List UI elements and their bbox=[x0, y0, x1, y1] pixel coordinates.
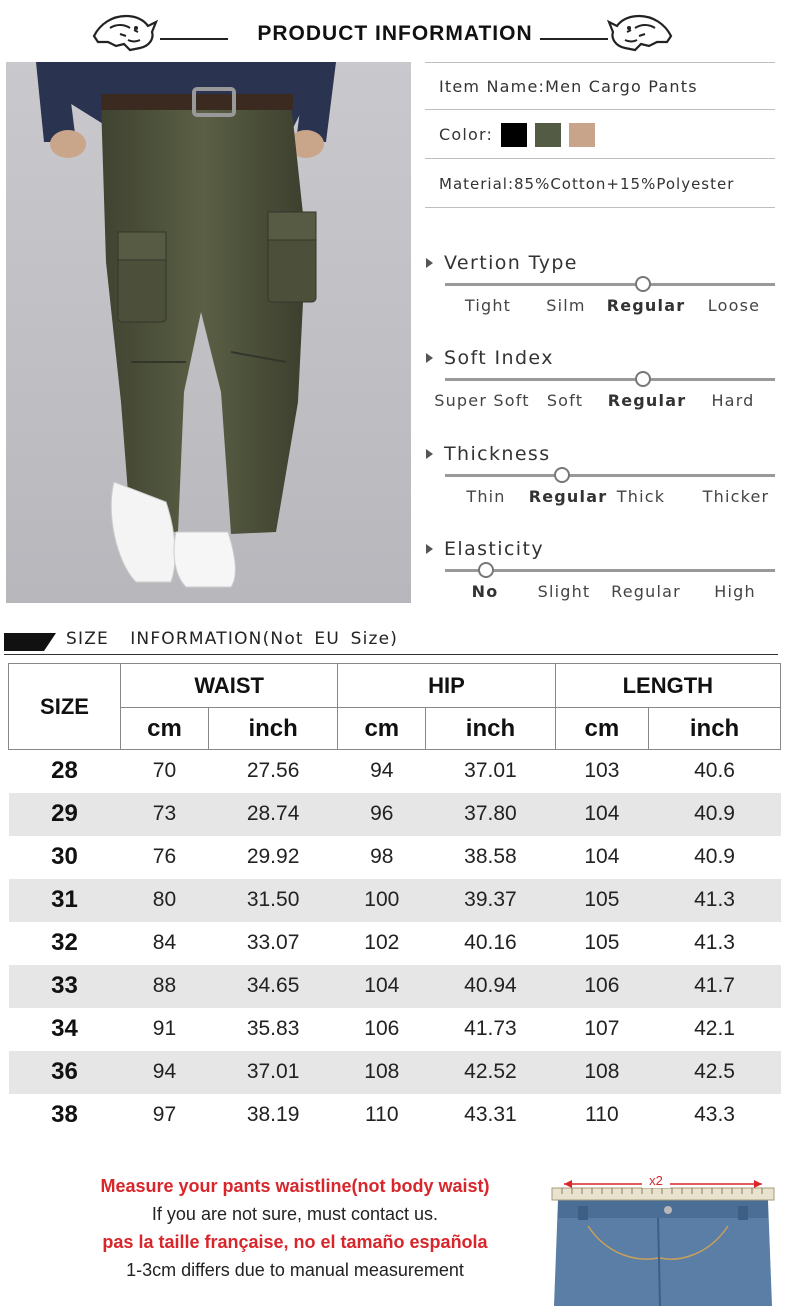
attr-knob bbox=[554, 467, 570, 483]
size-row bbox=[9, 879, 781, 922]
size-table-body bbox=[9, 750, 781, 1137]
measure-cell: 80 bbox=[121, 879, 209, 922]
measure-cell: 33.07 bbox=[246, 931, 300, 954]
measure-cell: 39.37 bbox=[426, 879, 555, 922]
measure-cell: 29.92 bbox=[246, 845, 300, 868]
size-cell: 32 bbox=[51, 929, 78, 956]
size-row bbox=[9, 922, 781, 965]
measure-cell: 105 bbox=[555, 879, 648, 922]
attr-option: Regular bbox=[611, 582, 681, 601]
measure-cell: 40.9 bbox=[694, 845, 735, 868]
measure-cell: 104 bbox=[584, 845, 620, 868]
color-swatch-black bbox=[501, 123, 527, 147]
waist-measure-image bbox=[548, 1166, 778, 1306]
measure-cell: 38.19 bbox=[246, 1103, 300, 1126]
measure-cell: 41.3 bbox=[694, 931, 735, 954]
measure-cell: 94 bbox=[121, 1051, 209, 1094]
material-text: Material:85%Cotton+15%Polyester bbox=[439, 174, 735, 193]
measure-cell: 88 bbox=[121, 965, 209, 1008]
measure-cell: 42.52 bbox=[426, 1051, 555, 1094]
unit-header: cm bbox=[121, 708, 209, 750]
measure-cell: 70 bbox=[152, 759, 177, 783]
measure-cell: 38.58 bbox=[464, 845, 517, 868]
measure-cell: 31.50 bbox=[208, 879, 337, 922]
measure-cell: 42.5 bbox=[649, 1051, 781, 1094]
size-row bbox=[9, 793, 781, 836]
col-size-header: SIZE bbox=[9, 664, 121, 750]
banner-rule bbox=[4, 654, 778, 655]
material-row bbox=[425, 160, 775, 208]
measure-cell: 84 bbox=[152, 931, 177, 954]
attr-option-selected: Regular bbox=[606, 296, 686, 315]
attr-track bbox=[445, 474, 775, 477]
measure-label: x2 bbox=[649, 1173, 663, 1188]
attr-option: Thicker bbox=[702, 487, 770, 506]
attr-option: Super Soft bbox=[434, 391, 530, 410]
size-cell: 29 bbox=[9, 793, 121, 836]
note-line-3: pas la taille française, no el tamaño española bbox=[102, 1232, 488, 1252]
measure-cell: 103 bbox=[584, 759, 620, 783]
size-info-heading: SIZE INFORMATION(Not EU Size) bbox=[66, 629, 399, 649]
size-cell: 34 bbox=[51, 1015, 78, 1042]
attr-knob bbox=[478, 562, 494, 578]
attr-version-type bbox=[425, 252, 780, 322]
attr-option: Soft bbox=[546, 391, 584, 410]
header-line-right bbox=[540, 38, 608, 40]
color-swatch-khaki bbox=[569, 123, 595, 147]
attr-option: Silm bbox=[546, 296, 586, 315]
attr-track bbox=[445, 283, 775, 286]
measure-cell: 42.1 bbox=[694, 1017, 735, 1040]
measure-cell: 40.94 bbox=[426, 965, 555, 1008]
size-row bbox=[9, 965, 781, 1008]
measure-cell: 37.80 bbox=[426, 793, 555, 836]
measure-cell: 35.83 bbox=[246, 1017, 300, 1040]
attr-option: Loose bbox=[707, 296, 761, 315]
measure-cell: 27.56 bbox=[246, 759, 300, 783]
note-line-1: Measure your pants waistline(not body waist) bbox=[100, 1176, 490, 1196]
measure-cell: 41.3 bbox=[649, 879, 781, 922]
col-group-hip: HIP bbox=[338, 664, 555, 708]
product-photo bbox=[6, 62, 411, 603]
measure-cell: 98 bbox=[370, 845, 394, 868]
unit-header: inch bbox=[208, 708, 337, 750]
attr-option: High bbox=[714, 582, 756, 601]
size-row bbox=[9, 1008, 781, 1051]
size-row bbox=[9, 1051, 781, 1094]
size-cell: 30 bbox=[51, 843, 78, 870]
measure-cell: 110 bbox=[585, 1103, 619, 1126]
item-name-row bbox=[425, 62, 775, 110]
attr-option-selected: Regular bbox=[607, 391, 687, 410]
note-line-4: 1-3cm differs due to manual measurement bbox=[126, 1260, 464, 1280]
attr-option-selected: No bbox=[471, 582, 499, 601]
size-table bbox=[8, 663, 781, 1137]
measure-cell: 106 bbox=[555, 965, 648, 1008]
attr-thickness bbox=[425, 443, 780, 513]
measure-cell: 41.7 bbox=[649, 965, 781, 1008]
note-line-2: If you are not sure, must contact us. bbox=[151, 1204, 439, 1224]
measure-cell: 34.65 bbox=[208, 965, 337, 1008]
size-row bbox=[9, 750, 781, 793]
color-row bbox=[425, 111, 775, 159]
size-row bbox=[9, 1094, 781, 1137]
attr-option: Thick bbox=[616, 487, 666, 506]
measure-cell: 104 bbox=[338, 965, 426, 1008]
color-label: Color: bbox=[439, 125, 494, 144]
col-group-waist: WAIST bbox=[121, 664, 338, 708]
measure-cell: 43.31 bbox=[464, 1103, 517, 1126]
measure-cell: 28.74 bbox=[208, 793, 337, 836]
attr-option-selected: Regular bbox=[528, 487, 608, 506]
size-cell: 36 bbox=[9, 1051, 121, 1094]
size-cell: 38 bbox=[51, 1101, 78, 1128]
item-name-text: Item Name:Men Cargo Pants bbox=[439, 76, 698, 96]
attr-option: Hard bbox=[711, 391, 755, 410]
attr-track bbox=[445, 378, 775, 381]
color-swatch-army-green bbox=[535, 123, 561, 147]
attr-track bbox=[445, 569, 775, 572]
attr-option: Tight bbox=[464, 296, 512, 315]
measure-cell: 110 bbox=[365, 1103, 399, 1126]
attr-option: Slight bbox=[537, 582, 591, 601]
measure-cell: 96 bbox=[338, 793, 426, 836]
measure-cell: 40.9 bbox=[649, 793, 781, 836]
measure-cell: 105 bbox=[584, 931, 620, 954]
measure-cell: 97 bbox=[152, 1103, 177, 1126]
page-header bbox=[0, 0, 790, 62]
measure-cell: 76 bbox=[152, 845, 177, 868]
measure-cell: 100 bbox=[338, 879, 426, 922]
attr-soft-index bbox=[425, 347, 780, 417]
unit-header: cm bbox=[555, 708, 648, 750]
size-cell: 33 bbox=[9, 965, 121, 1008]
measure-cell: 107 bbox=[584, 1017, 620, 1040]
measure-cell: 40.16 bbox=[464, 931, 517, 954]
page-title: PRODUCT INFORMATION bbox=[257, 22, 533, 45]
unit-header: inch bbox=[426, 708, 555, 750]
attr-option: Thin bbox=[466, 487, 506, 506]
attr-title: Elasticity bbox=[444, 538, 544, 560]
measure-cell: 40.6 bbox=[694, 759, 735, 783]
attr-knob bbox=[635, 276, 651, 292]
measure-cell: 37.01 bbox=[208, 1051, 337, 1094]
size-cell: 31 bbox=[9, 879, 121, 922]
unit-header: inch bbox=[649, 708, 781, 750]
measure-cell: 43.3 bbox=[694, 1103, 735, 1126]
size-cell: 28 bbox=[51, 757, 78, 785]
size-info-banner bbox=[0, 628, 790, 656]
attr-elasticity bbox=[425, 538, 780, 608]
attr-title: Thickness bbox=[444, 443, 551, 465]
measure-cell: 102 bbox=[364, 931, 400, 954]
attr-title: Soft Index bbox=[444, 347, 554, 369]
size-row bbox=[9, 836, 781, 879]
tiger-logo-right-icon bbox=[605, 6, 675, 54]
measure-cell: 37.01 bbox=[464, 759, 517, 783]
unit-header: cm bbox=[338, 708, 426, 750]
col-group-length: LENGTH bbox=[555, 664, 780, 708]
measure-cell: 108 bbox=[338, 1051, 426, 1094]
measure-cell: 41.73 bbox=[464, 1017, 517, 1040]
measure-cell: 94 bbox=[370, 759, 394, 783]
measure-cell: 73 bbox=[121, 793, 209, 836]
attr-title: Vertion Type bbox=[444, 252, 578, 274]
measurement-notes bbox=[60, 1172, 530, 1284]
measure-cell: 106 bbox=[364, 1017, 400, 1040]
black-banner-shape-icon bbox=[4, 631, 56, 651]
measure-cell: 108 bbox=[555, 1051, 648, 1094]
measure-cell: 91 bbox=[152, 1017, 177, 1040]
measure-cell: 104 bbox=[555, 793, 648, 836]
attr-knob bbox=[635, 371, 651, 387]
